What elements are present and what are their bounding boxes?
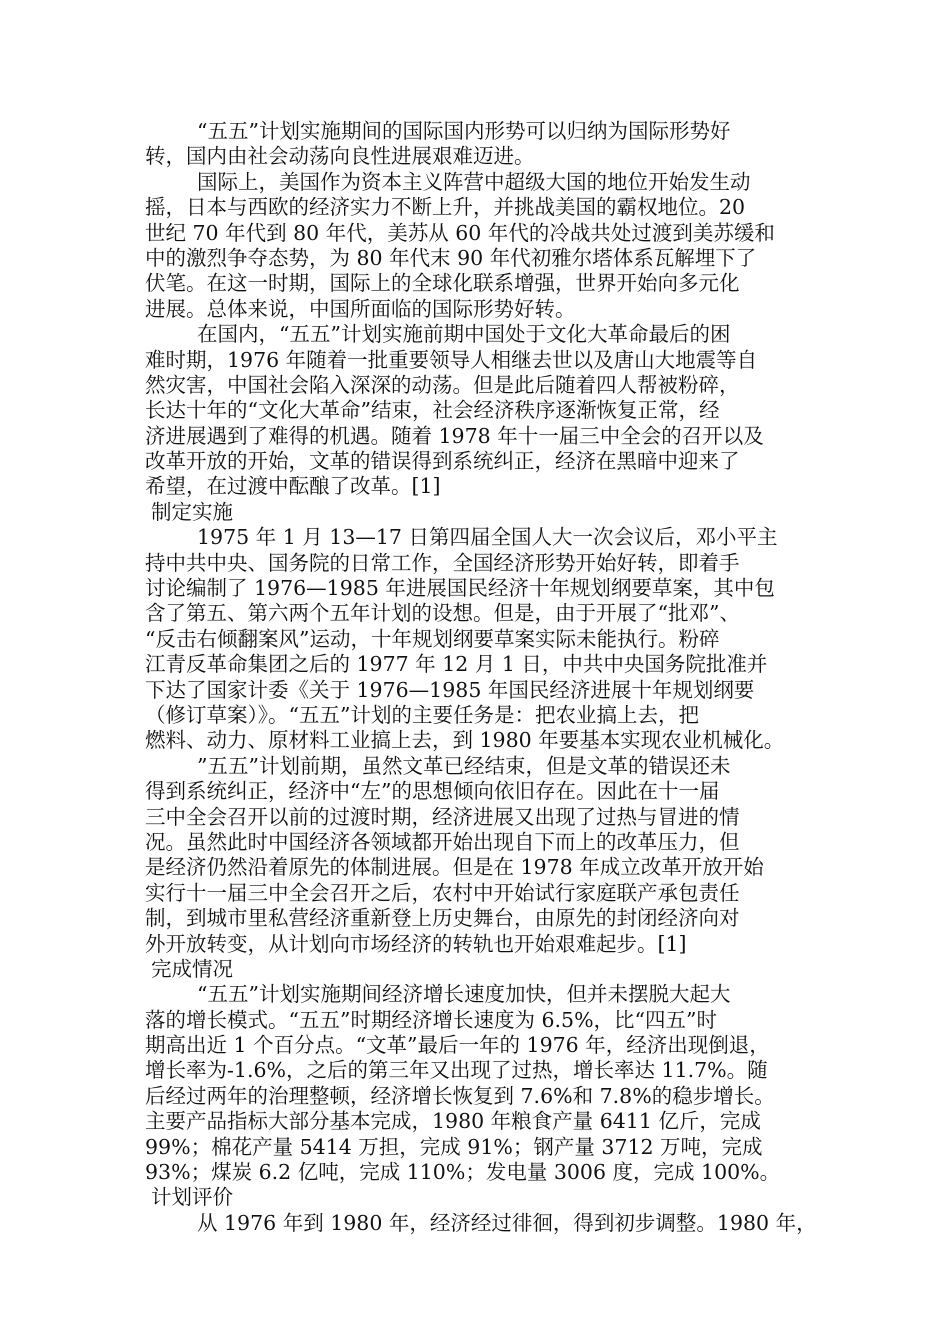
text-line: 讨论编制了 1976—1985 年进展国民经济十年规划纲要草案，其中包: [145, 576, 775, 601]
text-line: 在国内，“五五”计划实施前期中国处于文化大革命最后的困: [197, 322, 731, 347]
text-line: 实行十一届三中全会召开之后，农村中开始试行家庭联产承包责任: [145, 880, 740, 905]
text-line: 转，国内由社会动荡向良性进展艰难迈进。: [145, 144, 535, 169]
text-line: 济进展遇到了难得的机遇。随着 1978 年十一届三中全会的召开以及: [145, 423, 764, 448]
text-line: 93%；煤炭 6.2 亿吨，完成 110%；发电量 3006 度，完成 100%。: [145, 1160, 781, 1185]
section-heading: 计划评价: [151, 1185, 233, 1210]
text-line: 江青反革命集团之后的 1977 年 12 月 1 日，中共中央国务院批准并: [145, 652, 768, 677]
text-line: 中的激烈争夺态势，为 80 年代末 90 年代初雅尔塔体系瓦解埋下了: [145, 245, 757, 270]
text-line: 国际上，美国作为资本主义阵营中超级大国的地位开始发生动: [197, 169, 751, 194]
text-line: 世纪 70 年代到 80 年代，美苏从 60 年代的冷战共处过渡到美苏缓和: [145, 220, 775, 245]
text-line: 从 1976 年到 1980 年，经济经过徘徊，得到初步调整。1980 年，: [197, 1210, 817, 1235]
text-line: 三中全会召开以前的过渡时期，经济进展又出现了过热与冒进的情: [145, 804, 740, 829]
text-line: 落的增长模式。“五五”时期经济增长速度为 6.5%，比“四五”时: [145, 1007, 718, 1032]
text-line: 况。虽然此时中国经济各领域都开始出现自下而上的改革压力，但: [145, 829, 740, 854]
text-line: 进展。总体来说，中国所面临的国际形势好转。: [145, 296, 576, 321]
text-line: 后经过两年的治理整顿，经济增长恢复到 7.6%和 7.8%的稳步增长。: [145, 1083, 775, 1108]
text-line: 下达了国家计委《关于 1976—1985 年国民经济进展十年规划纲要: [145, 677, 755, 702]
text-line: 外开放转变，从计划向市场经济的转轨也开始艰难起步。[1]: [145, 931, 687, 956]
text-line: 然灾害，中国社会陷入深深的动荡。但是此后随着四人帮被粉碎，: [145, 372, 740, 397]
section-heading: 完成情况: [151, 956, 233, 981]
text-line: 伏笔。在这一时期，国际上的全球化联系增强，世界开始向多元化: [145, 271, 740, 296]
text-line: “五五”计划实施期间经济增长速度加快，但并未摆脱大起大: [197, 982, 731, 1007]
text-line: （修订草案）》。“五五”计划的主要任务是：把农业搞上去，把: [145, 702, 699, 727]
text-line: 希望，在过渡中酝酿了改革。[1]: [145, 474, 441, 499]
text-line: 改革开放的开始，文革的错误得到系统纠正，经济在黑暗中迎来了: [145, 449, 740, 474]
text-line: “五五”计划实施期间的国际国内形势可以归纳为国际形势好: [197, 119, 731, 143]
text-line: 难时期，1976 年随着一批重要领导人相继去世以及唐山大地震等自: [145, 347, 758, 372]
text-line: 主要产品指标大部分基本完成，1980 年粮食产量 6411 亿斤，完成: [145, 1109, 761, 1134]
document-page: [145, 119, 825, 1236]
text-line: 摇，日本与西欧的经济实力不断上升，并挑战美国的霸权地位。20: [145, 195, 746, 220]
text-line: ”五五”计划前期，虽然文革已经结束，但是文革的错误还未: [197, 753, 731, 778]
text-line: 燃料、动力、原材料工业搞上去，到 1980 年要基本实现农业机械化。: [145, 728, 785, 753]
text-line: 1975 年 1 月 13—17 日第四届全国人大一次会议后，邓小平主: [197, 525, 778, 550]
text-line: 持中共中央、国务院的日常工作，全国经济形势开始好转，即着手: [145, 550, 740, 575]
text-line: 长达十年的“文化大革命”结束，社会经济秩序逐渐恢复正常，经: [145, 398, 720, 423]
section-heading: 制定实施: [151, 499, 233, 524]
text-line: 制，到城市里私营经济重新登上历史舞台，由原先的封闭经济向对: [145, 906, 740, 931]
text-line: “反击右倾翻案风”运动，十年规划纲要草案实际未能执行。粉碎: [145, 626, 720, 651]
text-line: 是经济仍然沿着原先的体制进展。但是在 1978 年成立改革开放开始: [145, 855, 764, 880]
text-line: 含了第五、第六两个五年计划的设想。但是，由于开展了“批邓”、: [145, 601, 740, 626]
text-line: 期高出近 1 个百分点。“文革”最后一年的 1976 年，经济出现倒退，: [145, 1033, 770, 1058]
text-line: 99%；棉花产量 5414 万担，完成 91%；钢产量 3712 万吨，完成: [145, 1134, 763, 1159]
text-line: 得到系统纠正，经济中“左”的思想倾向依旧存在。因此在十一届: [145, 779, 720, 804]
text-line: 增长率为-1.6%，之后的第三年又出现了过热，增长率达 11.7%。随: [145, 1058, 768, 1083]
